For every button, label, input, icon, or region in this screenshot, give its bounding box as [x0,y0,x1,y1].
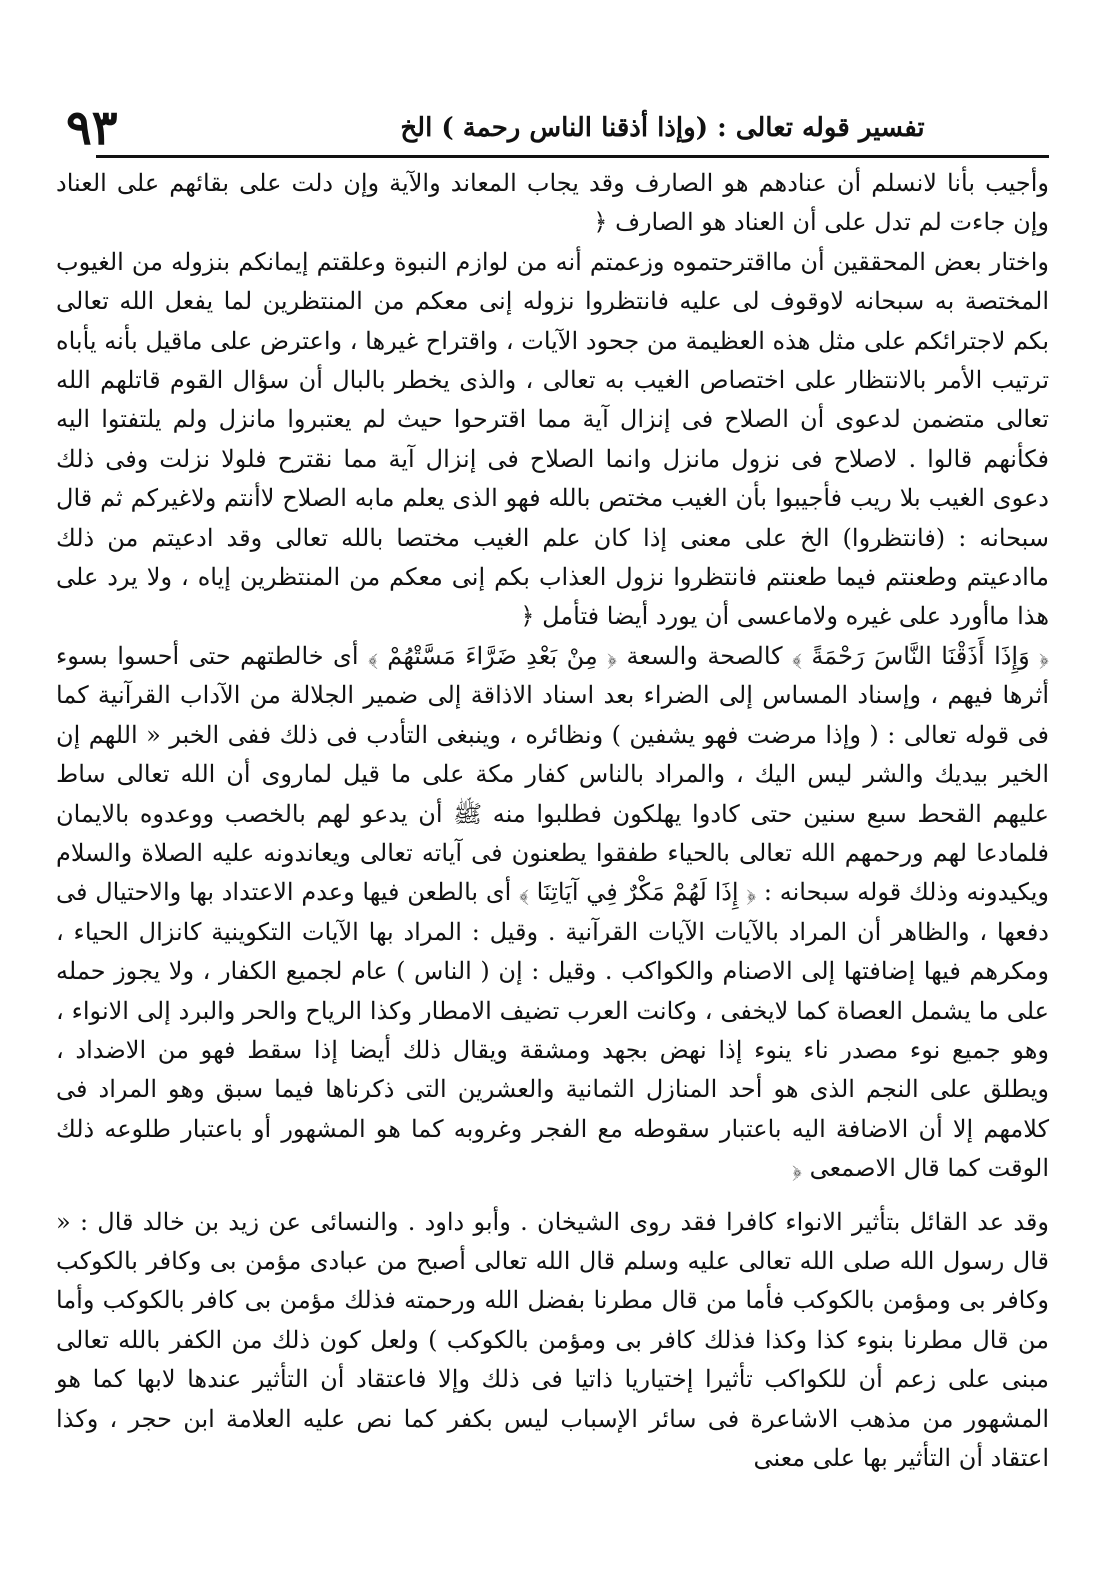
paragraph-hadith: وقد عد القائل بتأثير الانواء كافرا فقد روى الشيخان . وأبو داود . والنسائى عن زيد بن خالد قال : « قال رسول الله صلى الله تعالى عليه وسلم قال الله تعالى أصبح من عبادى مؤمن بى وكافر بالكوكب وكافر بى ومؤمن بالكوكب فأما من قال مطرنا بفضل الله ورحمته فذلك مؤمن بى كافر بالكوكب وأما من قال مطرنا بنوء كذا وكذا فذلك كافر بى ومؤمن بالكوكب ) ولعل كون ذلك من الكفر بالله تعالى مبنى على زعم أن للكواكب تأثيرا إختياريا ذاتيا فى ذلك وإلا فاعتقاد أن التأثير عندها لابها كما هو المشهور من مذهب الاشاعرة فى سائر الإسباب ليس بكفر كما نص عليه العلامة ابن حجر ، وكذا اعتقاد أن التأثير بها على معنى [56,1207,1049,1472]
paragraph-gap [56,1189,1049,1203]
page-body [56,164,1049,1478]
header-rule [96,155,1049,158]
page-header [56,100,1049,164]
running-title: تفسير قوله تعالى : (وإذا أذقنا الناس رحمة ) الخ [400,113,925,143]
paragraph-verifiers-opinion: واختار بعض المحققين أن مااقترحتموه وزعمتم أنه من لوازم النبوة وعلقتم إيمانكم بنزوله من الغيوب المختصة به سبحانه لاوقوف لى عليه فانتظروا نزوله إنى معكم من المنتظرين لما يفعل الله تعالى بكم لاجترائكم على مثل هذه العظيمة من جحود الآيات ، واقتراح غيرها ، واعترض على ماقيل بأنه يأباه ترتيب الأمر بالانتظار على اختصاص الغيب به تعالى ، والذى يخطر بالبال أن سؤال القوم قاتلهم الله تعالى متضمن لدعوى أن الصلاح فى إنزال آية مما اقترحوا حيث لم يعتبروا مانزل ولم يلتفتوا اليه فكأنهم قالوا . لاصلاح فى نزول مانزل وانما الصلاح فى إنزال آية مما نقترح فلولا نزلت وفى ذلك دعوى الغيب بلا ريب فأجيبوا بأن الغيب مختص بالله فهو الذى يعلم مابه الصلاح لاأنتم ولاغيركم ثم قال سبحانه : (فانتظروا) الخ على معنى إذا كان علم الغيب مختصا بالله تعالى وقد ادعيتم من ذلك ماادعيتم وطعنتم فيما طعنتم فانتظروا نزول العذاب بكم إنى معكم من المنتظرين إياه ، ولا يرد على هذا ماأورد على غيره ولاماعسى أن يورد أيضا فتأمل ﴿ [56,247,1049,631]
paragraph-verse-commentary: ﴿ وَإِذَا أَذَقْنَا النَّاسَ رَحْمَةً ﴾ كالصحة والسعة ﴿ مِنْ بَعْدِ ضَرَّاءَ مَسَّتْهُمْ ﴾ أى خالطتهم حتى أحسوا بسوء أثرها فيهم ، وإسناد المساس إلى الضراء بعد اسناد الاذاقة إلى ضمير الجلالة من الآداب القرآنية كما فى قوله تعالى : ( وإذا مرضت فهو يشفين ) ونظائره ، وينبغى التأدب فى ذلك ففى الخبر « اللهم إن الخير بيديك والشر ليس اليك ، والمراد بالناس كفار مكة على ما قيل لماروى أن الله تعالى ساط عليهم القحط سبع سنين حتى كادوا يهلكون فطلبوا منه ﷺ أن يدعو لهم بالخصب ووعدوه بالايمان فلمادعا لهم ورحمهم الله تعالى بالحياء طفقوا يطعنون فى آياته تعالى ويعاندونه عليه الصلاة والسلام ويكيدونه وذلك قوله سبحانه : ﴿ إِذَا لَهُمْ مَكْرٌ فِي آيَاتِنَا ﴾ أى بالطعن فيها وعدم الاعتداد بها والاحتيال فى دفعها ، والظاهر أن المراد بالآيات الآيات القرآنية . وقيل : المراد بها الآيات التكوينية كانزال الحياء ، ومكرهم فيها إضافتها إلى الاصنام والكواكب . وقيل : إن ( الناس ) عام لجميع الكفار ، ولا يجوز حمله على ما يشمل العصاة كما لايخفى ، وكانت العرب تضيف الامطار وكذا الرياح والحر والبرد إلى الانواء ، وهو جميع نوء مصدر ناء ينوء إذا نهض بجهد ومشقة ويقال ذلك أيضا إذا سقط فهو من الاضداد ، ويطلق على النجم الذى هو أحد المنازل الثمانية والعشرين التى ذكرناها فيما سبق وهو المراد فى كلامهم إلا أن الاضافة اليه باعتبار سقوطه مع الفجر وغروبه كما هو المشهور أو باعتبار طلوعه ذلك الوقت كما قال الاصمعى ﴿ [56,641,1050,1183]
page-number: ٩٣ [66,100,118,156]
paragraph-reply: وأجيب بأنا لانسلم أن عنادهم هو الصارف وقد يجاب المعاند والآية وإن دلت على بقائهم على العناد وإن جاءت لم تدل على أن العناد هو الصارف ﴿ [56,169,1049,237]
